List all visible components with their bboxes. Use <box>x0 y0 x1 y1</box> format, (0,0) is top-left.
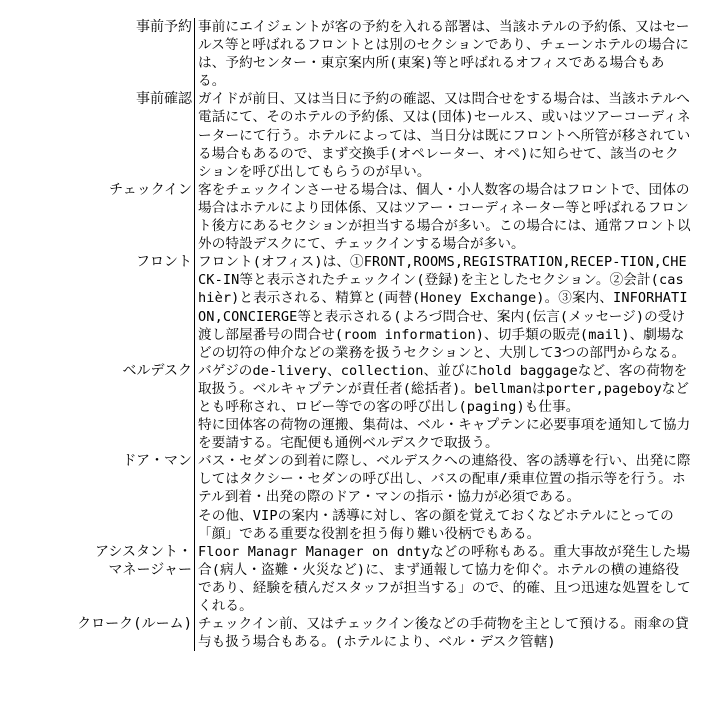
entry-door-man <box>0 452 717 542</box>
entry-check-in <box>0 181 717 253</box>
term-label: 事前確認 <box>136 91 192 108</box>
definition-paragraph: 事前にエイジェントが客の予約を入れる部署は、当該ホテルの予約係、又はセールス等と呼ばれるフロントとは別のセクションであり、チェーンホテルの場合には、予約センター・東京案内所(東案)等と呼ばれるオフィスである場合もある。 <box>198 19 690 90</box>
entry-advance-confirmation <box>0 90 717 180</box>
definition-paragraph: その他、VIPの案内・誘導に対し、客の顔を覚えておくなどホテルにとっての「顔」である重要な役割を担う侮り難い役柄でもある。 <box>198 507 674 542</box>
definition-paragraph: バス・セダンの到着に際し、ベルデスクへの連絡役、客の誘導を行い、出発に際してはタクシー・セダンの呼び出し、バスの配車/乗車位置の指示等を行う。ホテル到着・出発の際のドア・マンの指示・協力が必須である。 <box>198 453 691 506</box>
term-label: チェックイン <box>109 181 192 198</box>
definition-paragraph: チェックイン前、又はチェックイン後などの手荷物を主として預ける。雨傘の貸与も扱う場合もある。(ホテルにより、ベル・デスク管轄) <box>198 616 689 651</box>
entry-bell-desk <box>0 362 717 452</box>
definition-paragraph: バゲジのde-livery、collection、並びにhold baggageなど、客の荷物を取扱う。ベルキャプテンが責任者(総括者)。bellmanはporter,pageboyなどとも呼称され、ロビー等での客の呼び出し(paging)も仕事。 <box>198 362 690 415</box>
term-label: クローク(ルーム) <box>77 616 192 633</box>
definition <box>195 452 691 542</box>
definition-paragraph: Floor Managr Manager on dntyなどの呼称もある。重大事故が発生した場合(病人・盗難・火災など)に、まず通報して協力を仰ぐ。ホテルの横の連絡役であり、経験を積んだスタッフが担当する」ので、的確、且つ迅速な処置をしてくれる。 <box>198 543 691 614</box>
entry-cloak-room <box>0 615 717 651</box>
definition <box>195 18 691 90</box>
definition-paragraph: 客をチェックインさーせる場合は、個人・小人数客の場合はフロントで、団体の場合はホテルにより団体係、又はツアー・コーディネーター等と呼ばれるフロント後方にあるセクションが担当する場合が多い。この場合には、通常フロント以外の特設デスクにて、チェックインする場合が多い。 <box>198 181 691 253</box>
term-label: フロント <box>136 254 192 271</box>
definition <box>195 543 691 615</box>
definition <box>195 615 691 651</box>
entry-front <box>0 253 717 362</box>
term-label: アシスタント・ マネージャー <box>94 543 192 578</box>
entry-advance-reservation <box>0 18 717 90</box>
term-label: ベルデスク <box>122 362 192 379</box>
term-label: ドア・マン <box>122 453 192 470</box>
definition-paragraph: ガイドが前日、又は当日に予約の確認、又は問合せをする場合は、当該ホテルへ電話にて、そのホテルの予約係、又は(団体)セールス、或いはツアーコーディネーターにて行う。ホテルによっては、当日分は既にフロントへ所管が移されている場合もあるので、まず交換手(オペレーター、オペ)に知らせて、該当のセクションを呼び出してもらうのが早い。 <box>198 91 691 180</box>
entry-assistant-manager <box>0 543 717 615</box>
glossary-table <box>0 18 717 651</box>
definition-paragraph: 特に団体客の荷物の運搬、集荷は、ベル・キャプテンに必要事項を通知して協力を要請する。宅配便も通例ベルデスクで取扱う。 <box>198 417 691 452</box>
term-label: 事前予約 <box>136 19 192 35</box>
definition <box>195 181 691 253</box>
definition <box>195 253 691 362</box>
definition-paragraph: フロント(オフィス)は、①FRONT,ROOMS,REGISTRATION,RECEP-TION,CHECK-IN等と表示されたチェックイン(登録)を主としたセクション。②会計(cashièr)と表示される、精算と(両替(Honey Exchange)。③案内、INFORHATION,CONCIERGE等と表示される(よろづ問合せ、案内(伝言(メッセージ)の受け渡し部屋番号の問合せ(room information)、切手類の販売(mail)、劇場などの切符の伸介などの業務を扱うセクションと、大別して3つの部門からなる。 <box>198 254 688 361</box>
definition <box>195 90 691 180</box>
definition <box>195 362 691 452</box>
